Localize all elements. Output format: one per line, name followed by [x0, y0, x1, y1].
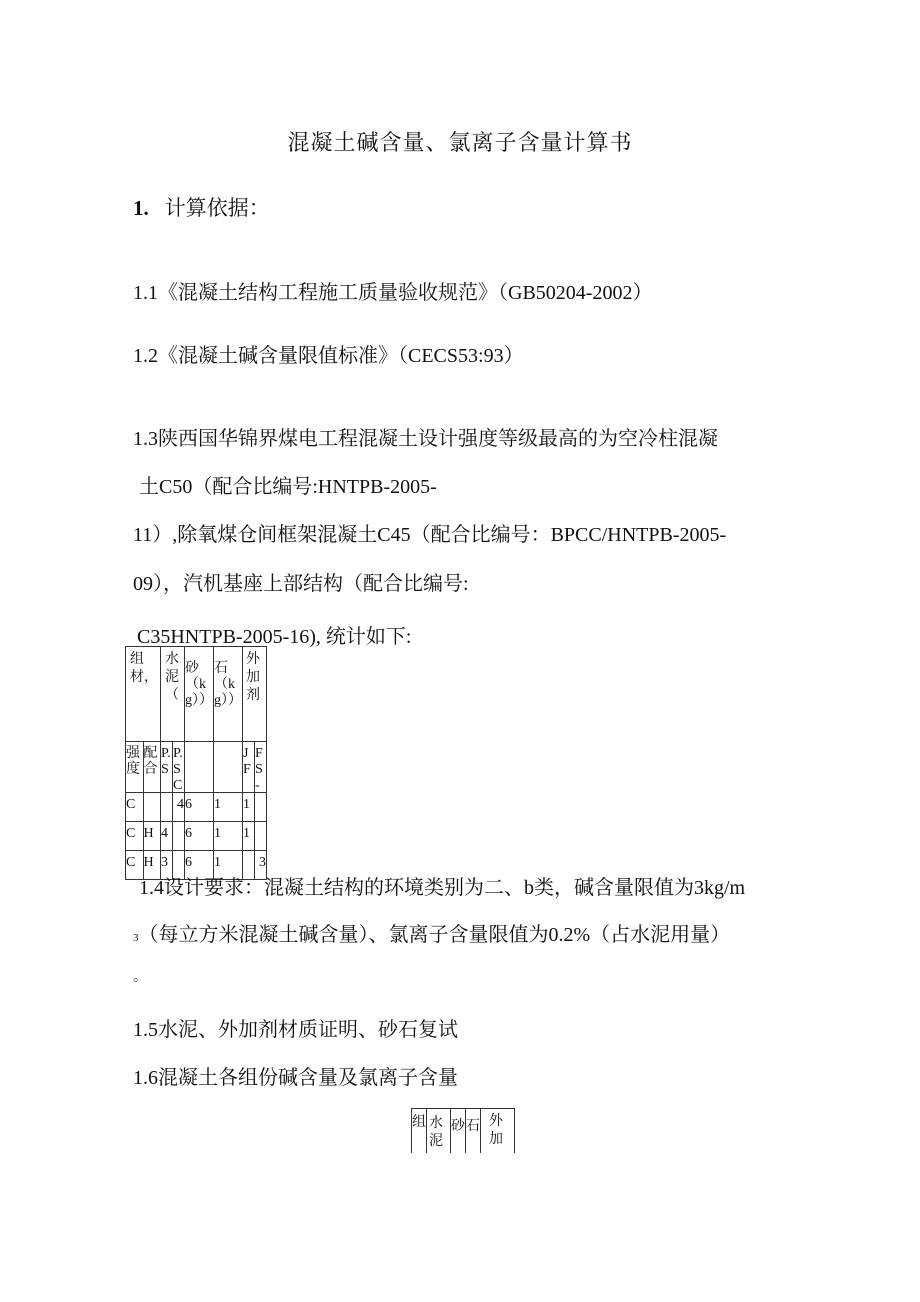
table-header-row: [412, 1109, 515, 1154]
table-subheader-cell: 强 度: [126, 742, 144, 793]
table-subheader-cell: 配 合: [143, 742, 161, 793]
table-subheader-row: [126, 742, 267, 793]
design-requirement-line3: 。: [133, 970, 147, 985]
component-content-table: [411, 1108, 515, 1153]
table-subheader-cell: F S -: [255, 742, 267, 793]
table-header-cell: 组 材，: [126, 647, 161, 742]
table-header-row: [126, 647, 267, 742]
design-requirement-line2: 3（每立方米混凝土碱含量）、氯离子含量限值为0.2%（占水泥用量）: [133, 924, 731, 946]
table-subheader-cell: [214, 742, 243, 793]
material-certificates: 1.5水泥、外加剂材质证明、砂石复试: [133, 1019, 458, 1041]
table-header-cell: 组: [412, 1109, 427, 1154]
table-header-cell: 外 加 剂: [243, 647, 267, 742]
table-row: C H 3 6 1 3: [126, 851, 267, 880]
basis-item-1-1: 1.1《混凝土结构工程施工质量验收规范》（GB50204-2002）: [133, 282, 653, 304]
table-header-cell: 石（kg））: [214, 647, 243, 742]
basis-item-1-3-line4: 09），汽机基座上部结构（配合比编号:: [133, 573, 469, 595]
table-header-cell: 外 加: [481, 1109, 515, 1154]
table-header-cell: 砂: [451, 1109, 466, 1154]
section-number: 1.: [133, 196, 149, 220]
table-header-cell: 砂（kg））: [185, 647, 214, 742]
table-subheader-cell: P.S: [161, 742, 173, 793]
table-header-cell: 水 泥（: [161, 647, 185, 742]
table-subheader-cell: J F: [243, 742, 255, 793]
section-label: 计算依据：: [164, 196, 270, 220]
component-content-heading: 1.6混凝土各组份碱含量及氯离子含量: [133, 1067, 458, 1089]
table-header-cell: 石: [466, 1109, 481, 1154]
basis-item-1-2: 1.2《混凝土碱含量限值标准》（CECS53:93）: [133, 345, 524, 367]
basis-item-1-3-line3: 11）,除氧煤仓间框架混凝土C45（配合比编号：BPCC/HNTPB-2005-: [133, 524, 727, 546]
mix-proportion-table: [125, 646, 267, 880]
basis-item-1-3-line5: C35HNTPB-2005-16), 统计如下:: [137, 626, 412, 648]
table-subheader-cell: P.S C: [173, 742, 185, 793]
basis-item-1-3-line2: 土C50（配合比编号:HNTPB-2005-: [139, 476, 437, 498]
basis-item-1-3-line1: 1.3陕西国华锦界煤电工程混凝土设计强度等级最高的为空冷柱混凝: [133, 428, 718, 450]
document-title: 混凝土碱含量、氯离子含量计算书: [287, 130, 633, 155]
table-row: C H 4 6 1 1: [126, 822, 267, 851]
table-row: C 4 6 1 1: [126, 793, 267, 822]
design-requirement-line1: 1.4设计要求：混凝土结构的环境类别为二、b类，碱含量限值为3kg/m: [139, 877, 746, 899]
table-subheader-cell: [185, 742, 214, 793]
superscript-3: 3: [133, 932, 139, 944]
section-heading: [133, 192, 270, 222]
table-header-cell: 水 泥: [427, 1109, 451, 1154]
